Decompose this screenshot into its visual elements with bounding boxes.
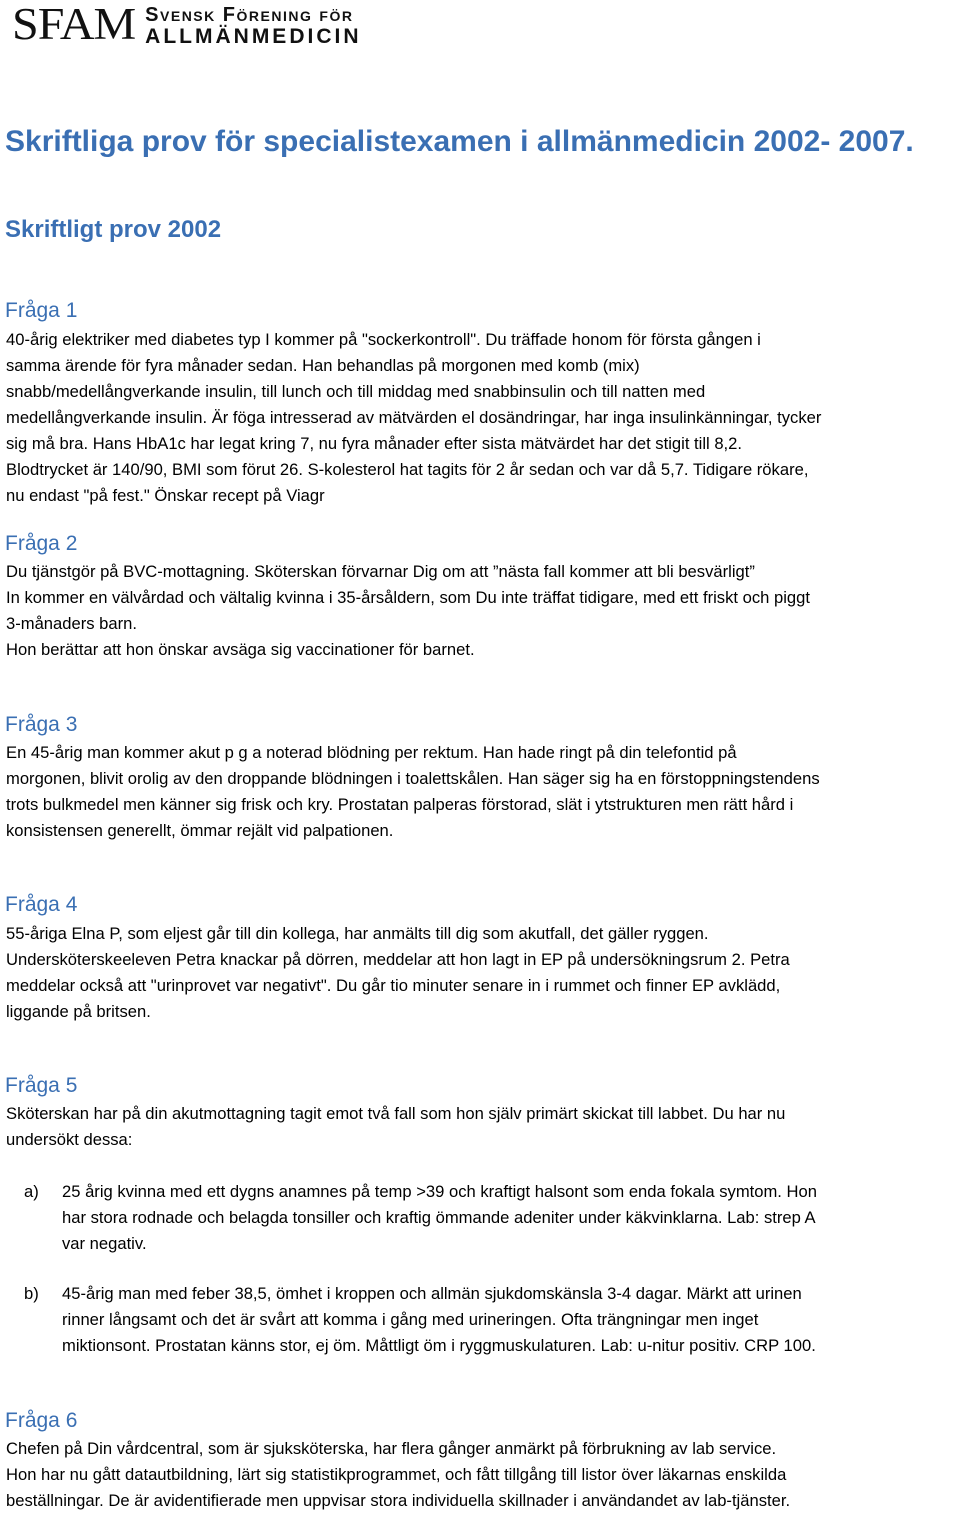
question-1-heading: Fråga 1 [5, 299, 78, 322]
question-1-line: Blodtrycket är 140/90, BMI som förut 26. S-kolesterol hat tagits för 2 år sedan och var då 5,7. Tidigare rökare, [6, 460, 809, 479]
question-1-line: samma ärende för fyra månader sedan. Han behandlas på morgonen med komb (mix) [6, 356, 640, 375]
question-6-line: beställningar. De är avidentifierade men uppvisar stora individuella skillnader i användandet av lab-tjänster. [6, 1491, 791, 1510]
question-3-line: morgonen, blivit orolig av den droppande blödningen i toalettskålen. Han säger sig ha en förstoppningstendens [6, 769, 820, 788]
question-5-heading: Fråga 5 [5, 1074, 78, 1097]
sfam-logo [12, 2, 361, 50]
logo-mark: SFAM [12, 0, 136, 50]
question-2-line: Du tjänstgör på BVC-mottagning. Sköterskan förvarnar Dig om att ”nästa fall kommer att bli besvärligt” [6, 562, 755, 581]
question-3-line: trots bulkmedel men känner sig frisk och kry. Prostatan palperas förstorad, slät i ytstrukturen men rätt hård i [6, 795, 794, 814]
question-4-line: meddelar också att "urinprovet var negativt". Du går tio minuter senare in i rummet och finner EP avklädd, [6, 976, 781, 995]
question-3-line: konsistensen generellt, ömmar rejält vid palpationen. [6, 821, 394, 840]
list-item-label: a) [24, 1182, 39, 1201]
question-4-line: liggande på britsen. [6, 1002, 151, 1021]
question-6-line: Hon har nu gått datautbildning, lärt sig statistikprogrammet, och fått tillgång till listor över läkarnas enskilda [6, 1465, 787, 1484]
list-item-line: rinner långsamt och det är svårt att komma i gång med urineringen. Ofta trängningar men inget [62, 1310, 759, 1329]
question-1-line: medellångverkande insulin. Är föga intresserad av mätvärden el dosändringar, har inga insulinkänningar, tycker [6, 408, 822, 427]
organization-name-line-2: ALLMÄNMEDICIN [145, 25, 362, 48]
list-item-line: har stora rodnade och belagda tonsiller och kraftig ömmande adeniter under käkvinklarna. Lab: strep A [62, 1208, 816, 1227]
list-item-line: var negativ. [62, 1234, 147, 1253]
question-2-heading: Fråga 2 [5, 532, 78, 555]
question-1-line: nu endast "på fest." Önskar recept på Viagr [6, 486, 325, 505]
question-4-line: Undersköterskeeleven Petra knackar på dörren, meddelar att hon lagt in EP på undersökningsrum 2. Petra [6, 950, 790, 969]
section-title: Skriftligt prov 2002 [5, 216, 222, 243]
question-4-heading: Fråga 4 [5, 893, 78, 916]
organization-name [145, 2, 361, 48]
list-item-line: 45-årig man med feber 38,5, ömhet i kroppen och allmän sjukdomskänsla 3-4 dagar. Märkt att urinen [62, 1284, 802, 1303]
question-1-line: sig må bra. Hans HbA1c har legat kring 7, nu fyra månader efter sista mätvärdet har det stigit till 8,2. [6, 434, 742, 453]
question-3-heading: Fråga 3 [5, 713, 78, 736]
organization-name-line-1: Svensk Förening för [145, 4, 354, 26]
list-item-line: miktionsont. Prostatan känns stor, ej öm. Måttligt öm i ryggmuskulaturen. Lab: u-nitur positiv. CRP 100. [62, 1336, 816, 1355]
list-item-line: 25 årig kvinna med ett dygns anamnes på temp >39 och kraftigt halsont som enda fokala symtom. Hon [62, 1182, 817, 1201]
question-4-line: 55-åriga Elna P, som eljest går till din kollega, har anmälts till dig som akutfall, det gäller ryggen. [6, 924, 709, 943]
list-item-label: b) [24, 1284, 39, 1303]
question-1-line: 40-årig elektriker med diabetes typ I kommer på "sockerkontroll". Du träffade honom för första gången i [6, 330, 761, 349]
question-2-line: 3-månaders barn. [6, 614, 137, 633]
question-2-line: In kommer en välvårdad och vältalig kvinna i 35-årsåldern, som Du inte träffat tidigare, med ett friskt och piggt [6, 588, 810, 607]
document-title: Skriftliga prov för specialistexamen i allmänmedicin 2002- 2007. [5, 125, 914, 158]
question-6-line: Chefen på Din vårdcentral, som är sjuksköterska, har flera gånger anmärkt på förbrukning av lab service. [6, 1439, 777, 1458]
question-6-heading: Fråga 6 [5, 1409, 78, 1432]
question-3-line: En 45-årig man kommer akut p g a noterad blödning per rektum. Han hade ringt på din telefontid på [6, 743, 737, 762]
question-1-line: snabb/medellångverkande insulin, till lunch och till middag med snabbinsulin och till natten med [6, 382, 706, 401]
question-5-line: Sköterskan har på din akutmottagning tagit emot två fall som hon själv primärt skickat till labbet. Du har nu [6, 1104, 786, 1123]
question-2-line: Hon berättar att hon önskar avsäga sig vaccinationer för barnet. [6, 640, 475, 659]
question-5-line: undersökt dessa: [6, 1130, 133, 1149]
